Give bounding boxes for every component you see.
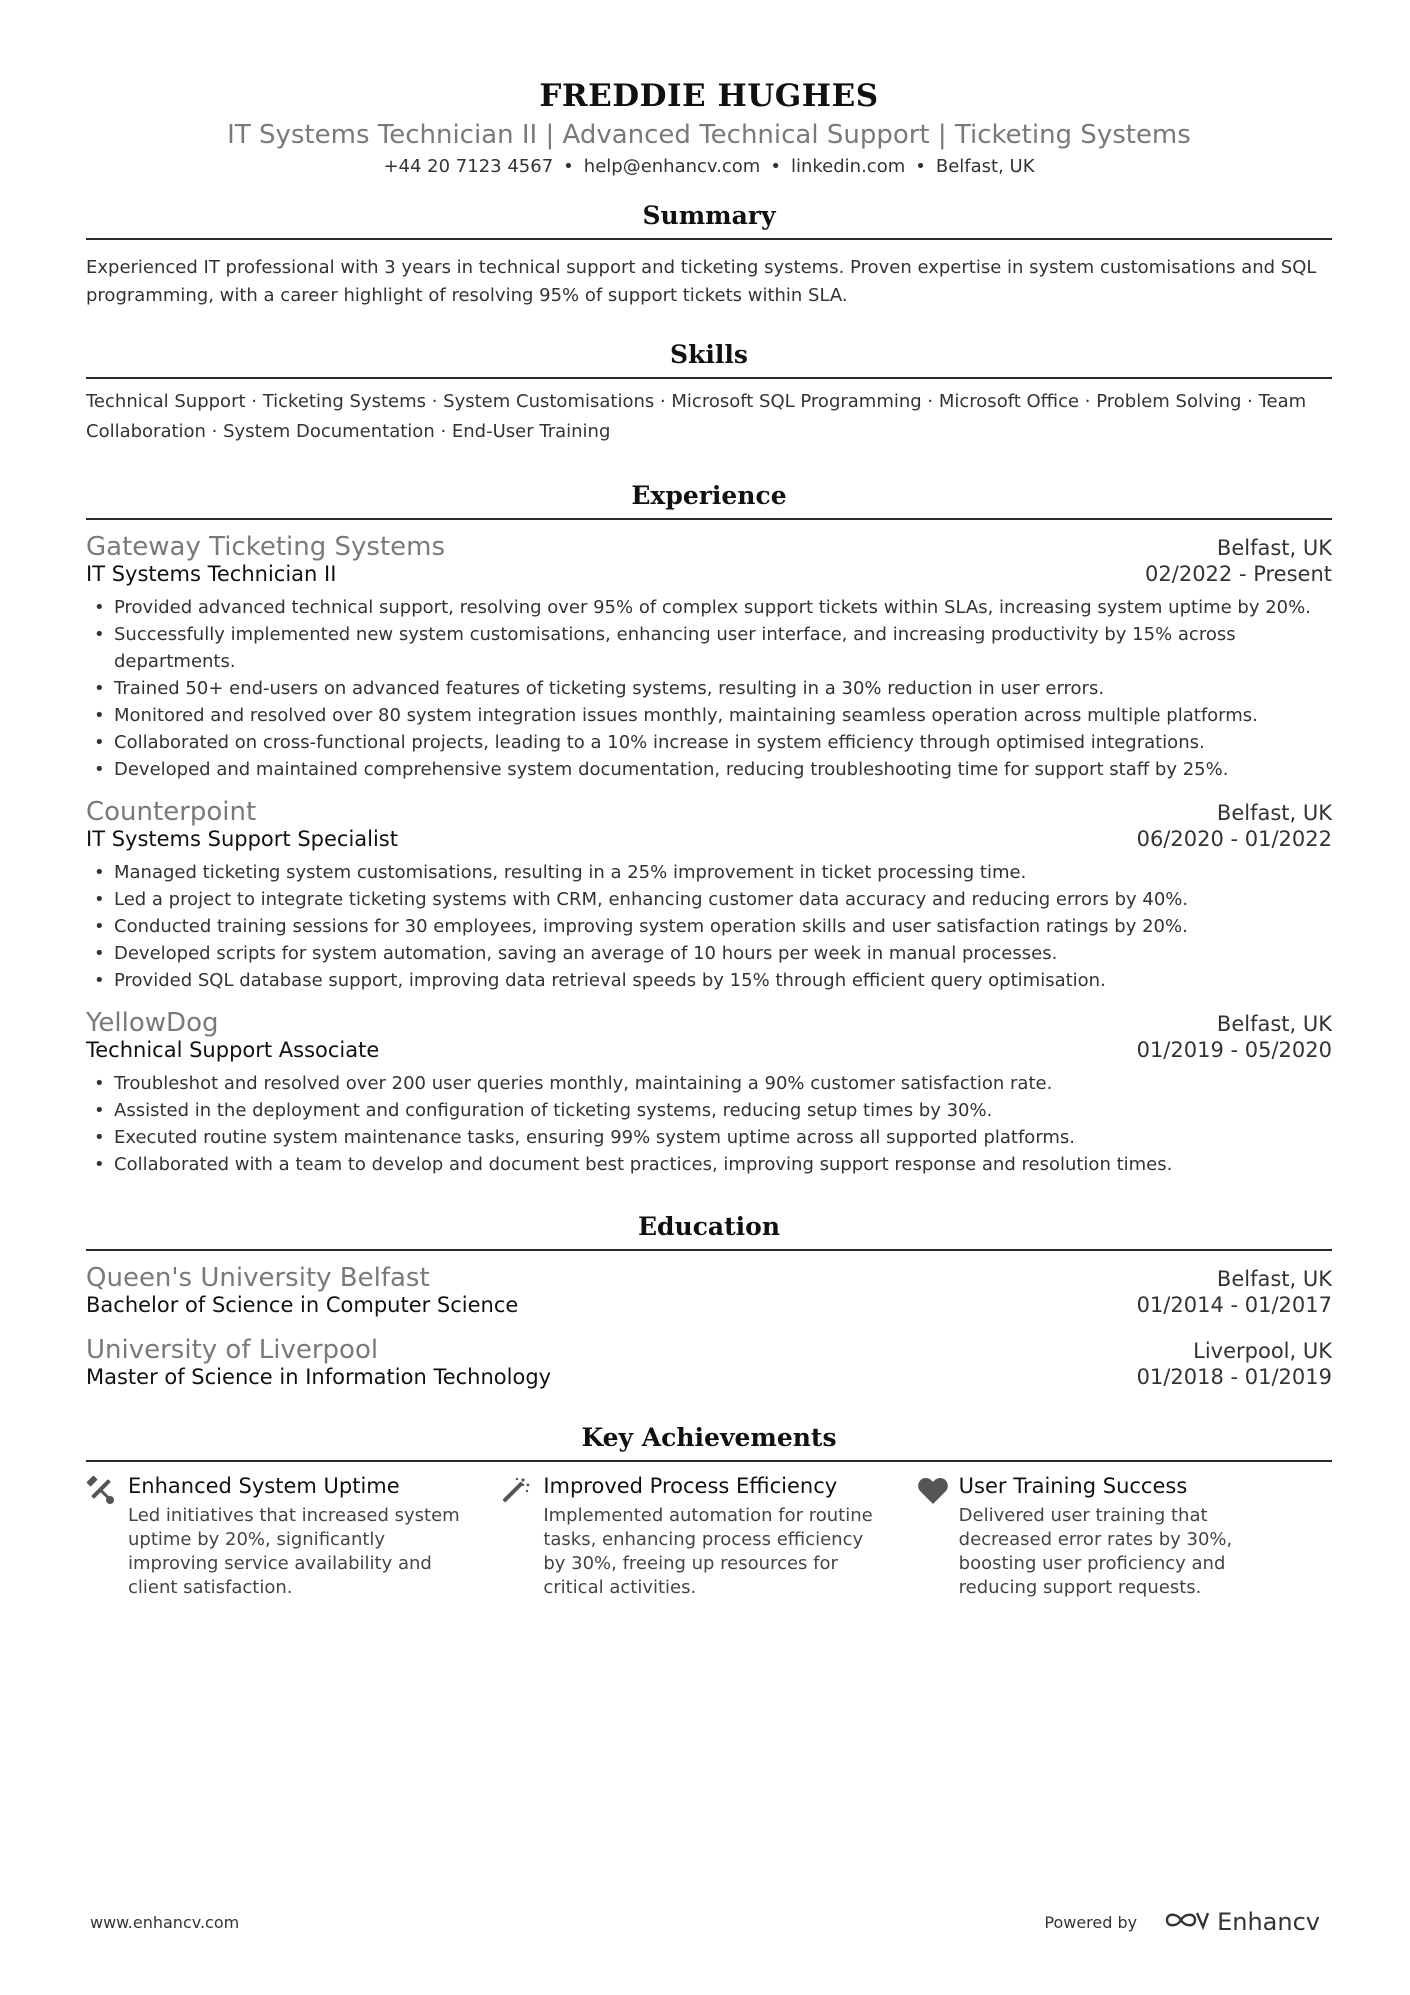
entry-header-row xyxy=(86,532,1332,562)
achievement-item xyxy=(501,1474,916,1600)
entry-header-row xyxy=(86,1008,1332,1038)
bullet-item: • Managed ticketing system customisations, resulting in a 25% improvement in ticket processing time. xyxy=(86,859,1332,886)
achievement-title: User Training Success xyxy=(958,1474,1188,1498)
job-title: IT Systems Support Specialist xyxy=(86,827,398,851)
job-bullets xyxy=(86,859,1332,994)
bullet-item: • Trained 50+ end-users on advanced features of ticketing systems, resulting in a 30% reduction in user errors. xyxy=(86,675,1332,702)
bullet-item: • Collaborated with a team to develop and document best practices, improving support response and resolution times. xyxy=(86,1151,1332,1178)
contact-separator: • xyxy=(563,156,574,177)
bullet-item: • Executed routine system maintenance tasks, ensuring 99% system uptime across all supported platforms. xyxy=(86,1124,1332,1151)
powered-by-text: Powered by xyxy=(1044,1912,1138,1932)
candidate-headline: IT Systems Technician II | Advanced Technical Support | Ticketing Systems xyxy=(227,120,1191,150)
contact-line xyxy=(86,156,1332,177)
achievement-description: Delivered user training that decreased error rates by 30%, boosting user proficiency and reducing support requests. xyxy=(958,1505,1233,1598)
section-title-skills: Skills xyxy=(86,340,1332,379)
entry-header-row xyxy=(86,1335,1332,1365)
education-entry xyxy=(86,1263,1332,1317)
experience-section xyxy=(86,481,1332,1178)
bullet-item: • Provided advanced technical support, resolving over 95% of complex support tickets within SLAs, increasing system uptime by 20%. xyxy=(86,594,1332,621)
job-dates: 01/2019 - 05/2020 xyxy=(1136,1038,1332,1062)
education-section xyxy=(86,1212,1332,1389)
achievement-description: Implemented automation for routine tasks, enhancing process efficiency by 30%, freeing up resources for critical activities. xyxy=(543,1505,873,1598)
resume-header xyxy=(86,0,1332,177)
job-title: Technical Support Associate xyxy=(86,1038,380,1062)
degree-dates: 01/2014 - 01/2017 xyxy=(1136,1293,1332,1317)
contact-separator: • xyxy=(915,156,926,177)
school-name: University of Liverpool xyxy=(86,1335,379,1365)
entry-role-row xyxy=(86,562,1332,586)
bullet-item: • Collaborated on cross-functional projects, leading to a 10% increase in system efficiency through optimised integrations. xyxy=(86,729,1332,756)
education-entry xyxy=(86,1335,1332,1389)
skills-list: Technical Support · Ticketing Systems · System Customisations · Microsoft SQL Programming · Microsoft Office · Problem Solving · Team Collaboration · System Documentation · End-User Training xyxy=(86,391,1307,442)
company-name: Counterpoint xyxy=(86,797,257,827)
bullet-item: • Developed and maintained comprehensive system documentation, reducing troubleshooting time for support staff by 25%. xyxy=(86,756,1332,783)
job-bullets xyxy=(86,1070,1332,1178)
bullet-item: • Troubleshot and resolved over 200 user queries monthly, maintaining a 90% customer satisfaction rate. xyxy=(86,1070,1332,1097)
achievement-description: Led initiatives that increased system uptime by 20%, significantly improving service availability and client satisfaction. xyxy=(128,1505,460,1598)
degree-dates: 01/2018 - 01/2019 xyxy=(1136,1365,1332,1389)
achievements-grid xyxy=(86,1474,1332,1600)
entry-role-row xyxy=(86,1038,1332,1062)
bullet-item: • Led a project to integrate ticketing systems with CRM, enhancing customer data accuracy and reducing errors by 40%. xyxy=(86,886,1332,913)
summary-section xyxy=(86,201,1332,310)
job-location: Belfast, UK xyxy=(1216,1012,1332,1036)
section-title-summary: Summary xyxy=(86,201,1332,240)
entry-header-row xyxy=(86,797,1332,827)
job-location: Belfast, UK xyxy=(1216,801,1332,825)
location-text: Belfast, UK xyxy=(935,156,1035,177)
section-title-achievements: Key Achievements xyxy=(86,1423,1332,1462)
hammer-wrench-icon xyxy=(86,1474,128,1600)
bullet-item: • Monitored and resolved over 80 system integration issues monthly, maintaining seamless operation across multiple platforms. xyxy=(86,702,1332,729)
degree-name: Master of Science in Information Technology xyxy=(86,1365,552,1389)
footer-branding xyxy=(1044,1908,1320,1936)
bullet-item: • Successfully implemented new system customisations, enhancing user interface, and increasing productivity by 15% across departments. xyxy=(86,621,1332,675)
bullet-item: • Assisted in the deployment and configuration of ticketing systems, reducing setup times by 30%. xyxy=(86,1097,1332,1124)
achievement-body xyxy=(128,1474,468,1600)
bullet-item: • Developed scripts for system automation, saving an average of 10 hours per week in manual processes. xyxy=(86,940,1332,967)
bullet-item: • Conducted training sessions for 30 employees, improving system operation skills and user satisfaction ratings by 20%. xyxy=(86,913,1332,940)
job-bullets xyxy=(86,594,1332,783)
experience-entry xyxy=(86,1008,1332,1178)
achievement-item xyxy=(86,1474,501,1600)
job-location: Belfast, UK xyxy=(1216,536,1332,560)
section-title-experience: Experience xyxy=(86,481,1332,520)
section-title-education: Education xyxy=(86,1212,1332,1251)
achievements-section xyxy=(86,1423,1332,1600)
achievement-item xyxy=(917,1474,1332,1600)
school-location: Liverpool, UK xyxy=(1193,1339,1332,1363)
job-dates: 06/2020 - 01/2022 xyxy=(1136,827,1332,851)
experience-entry xyxy=(86,797,1332,994)
email-link[interactable]: help@enhancv.com xyxy=(583,156,761,177)
bullet-item: • Provided SQL database support, improving data retrieval speeds by 15% through efficient query optimisation. xyxy=(86,967,1332,994)
entry-degree-row xyxy=(86,1365,1332,1389)
magic-wand-icon xyxy=(501,1474,543,1600)
enhancv-logo-icon xyxy=(1163,1908,1209,1936)
footer-url-link[interactable]: www.enhancv.com xyxy=(90,1912,240,1932)
entry-header-row xyxy=(86,1263,1332,1293)
degree-name: Bachelor of Science in Computer Science xyxy=(86,1293,519,1317)
phone-number: +44 20 7123 4567 xyxy=(383,156,554,177)
candidate-name: FREDDIE HUGHES xyxy=(539,78,879,114)
linkedin-link[interactable]: linkedin.com xyxy=(790,156,906,177)
skills-section xyxy=(86,340,1332,447)
page-footer xyxy=(90,1908,1320,1936)
contact-separator: • xyxy=(770,156,781,177)
entry-degree-row xyxy=(86,1293,1332,1317)
company-name: YellowDog xyxy=(86,1008,219,1038)
job-dates: 02/2022 - Present xyxy=(1145,562,1332,586)
school-name: Queen's University Belfast xyxy=(86,1263,430,1293)
company-name: Gateway Ticketing Systems xyxy=(86,532,446,562)
heart-icon xyxy=(917,1474,959,1600)
entry-role-row xyxy=(86,827,1332,851)
achievement-body xyxy=(959,1474,1299,1600)
achievement-title: Improved Process Efficiency xyxy=(543,1474,838,1498)
school-location: Belfast, UK xyxy=(1216,1267,1332,1291)
experience-entry xyxy=(86,532,1332,783)
brand-name: Enhancv xyxy=(1217,1908,1320,1936)
resume-page xyxy=(86,0,1332,1600)
achievement-body xyxy=(543,1474,883,1600)
job-title: IT Systems Technician II xyxy=(86,562,337,586)
summary-text: Experienced IT professional with 3 years in technical support and ticketing systems. Proven expertise in system customisations and SQL programming, with a career highlight of resolving 95% of support tickets within SLA. xyxy=(86,257,1317,306)
achievement-title: Enhanced System Uptime xyxy=(128,1474,400,1498)
